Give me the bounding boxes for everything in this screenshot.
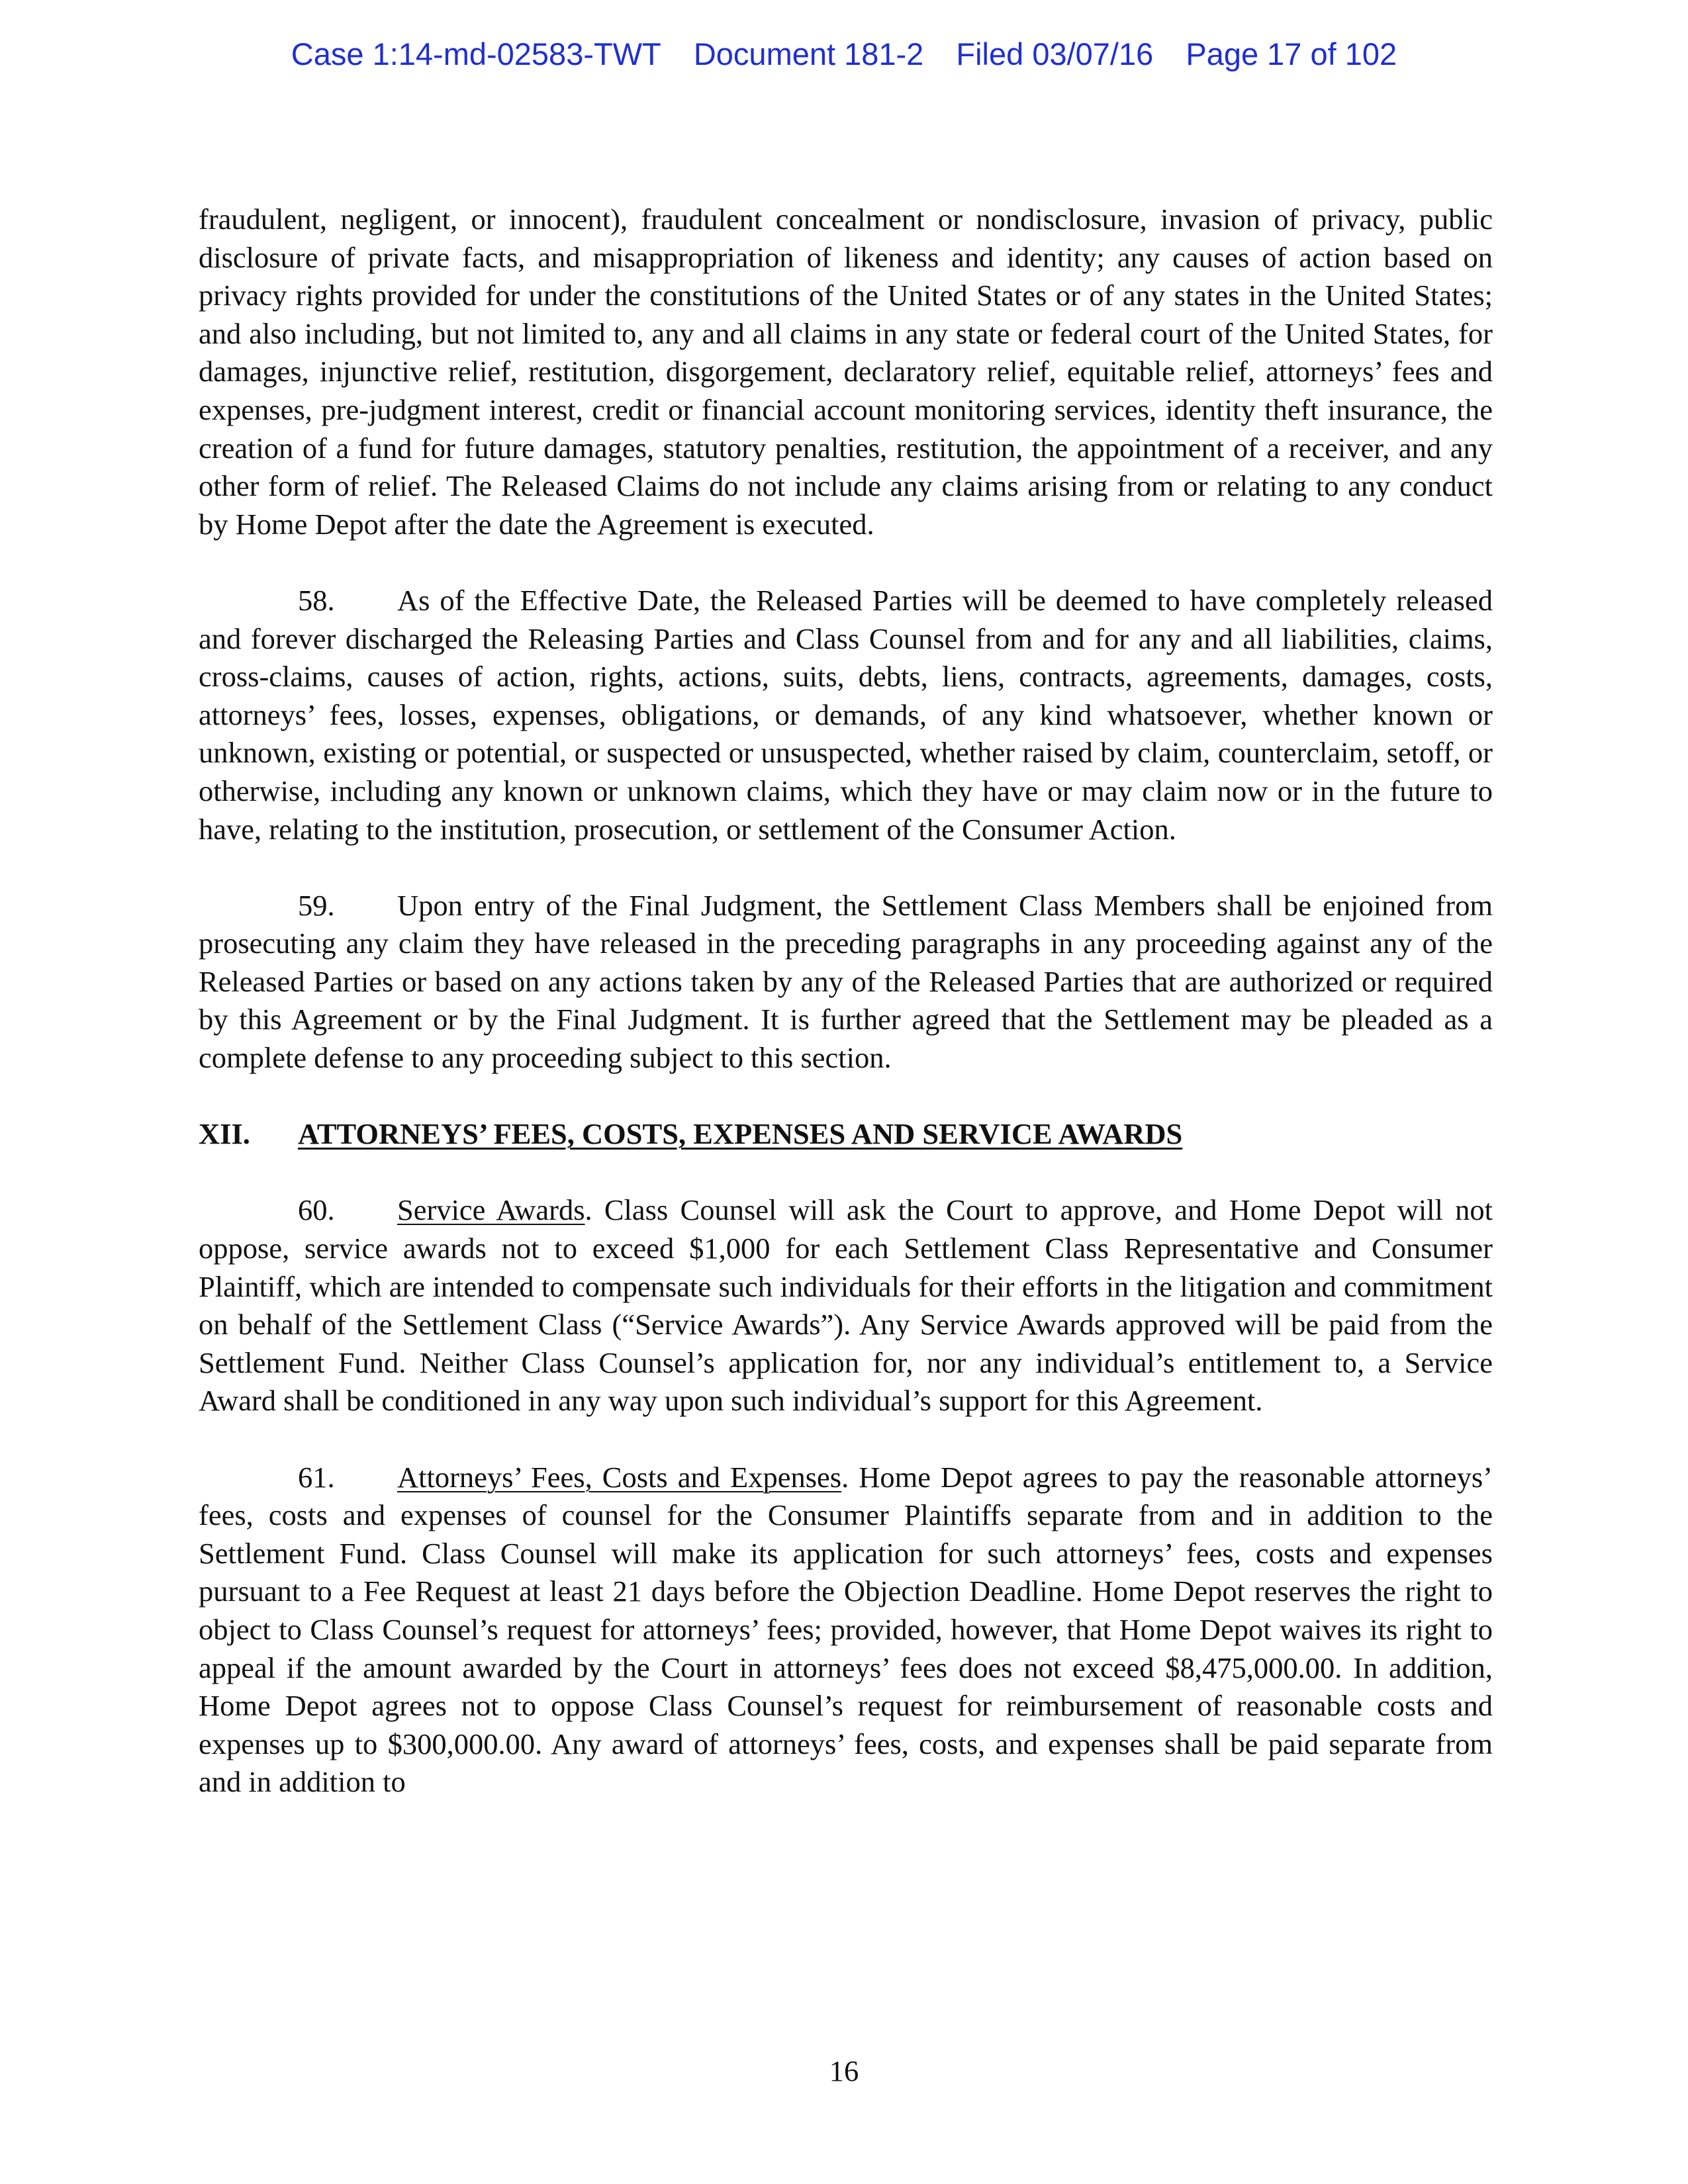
- paragraph-text: . Class Counsel will ask the Court to approve, and Home Depot will not oppose, service awards not to exceed $1,000 for each Settlement Class Representative and Consumer Plaintiff, which are intended to compensate such individuals for their efforts in the litigation and commitment on behalf of the Settlement Class (“Service Awards”). Any Service Awards approved will be paid from the Settlement Fund. Neither Class Counsel’s application for, nor any individual’s entitlement to, a Service Award shall be conditioned in any way upon such individual’s support for this Agreement.: [199, 1193, 1493, 1418]
- paragraph-61: [199, 1459, 1493, 1801]
- paragraph-continued: fraudulent, negligent, or innocent), fraudulent concealment or nondisclosure, invasion of privacy, public disclosure of private facts, and misappropriation of likeness and identity; any causes of action based on privacy rights provided for under the constitutions of the United States or of any states in the United States; and also including, but not limited to, any and all claims in any state or federal court of the United States, for damages, injunctive relief, restitution, disgorgement, declaratory relief, equitable relief, attorneys’ fees and expenses, pre-judgment interest, credit or financial account monitoring services, identity theft insurance, the creation of a fund for future damages, statutory penalties, restitution, the appointment of a receiver, and any other form of relief. The Released Claims do not include any claims arising from or relating to any conduct by Home Depot after the date the Agreement is executed.: [199, 203, 1493, 541]
- paragraph-60: [199, 1191, 1493, 1420]
- page-number: 16: [829, 2054, 859, 2087]
- section-title: ATTORNEYS’ FEES, COSTS, EXPENSES AND SERVICE AWARDS: [298, 1117, 1183, 1151]
- paragraph-text: Upon entry of the Final Judgment, the Settlement Class Members shall be enjoined from prosecuting any claim they have released in the preceding paragraphs in any proceeding against any of the Released Parties or based on any actions taken by any of the Released Parties that are authorized or required by this Agreement or by the Final Judgment. It is further agreed that the Settlement may be pleaded as a complete defense to any proceeding subject to this section.: [199, 888, 1493, 1075]
- section-number: XII.: [199, 1117, 250, 1151]
- paragraph-number: 59.: [298, 888, 335, 922]
- paragraph-heading: Attorneys’ Fees, Costs and Expenses: [397, 1460, 842, 1494]
- document-number: Document 181-2: [693, 36, 924, 71]
- case-number: Case 1:14-md-02583-TWT: [291, 36, 661, 71]
- case-header: [0, 36, 1688, 72]
- paragraph-number: 58.: [298, 583, 335, 617]
- page-of-total: Page 17 of 102: [1186, 36, 1397, 71]
- section-heading: [199, 1115, 1493, 1154]
- paragraph-heading: Service Awards: [397, 1193, 585, 1227]
- document-body: [199, 201, 1493, 1801]
- paragraph-text: As of the Effective Date, the Released Parties will be deemed to have completely released and forever discharged the Releasing Parties and Class Counsel from and for any and all liabilities, claims, cross-claims, causes of action, rights, actions, suits, debts, liens, contracts, agreements, damages, costs, attorneys’ fees, losses, expenses, obligations, or demands, of any kind whatsoever, whether known or unknown, existing or potential, or suspected or unsuspected, whether raised by claim, counterclaim, setoff, or otherwise, including any known or unknown claims, which they have or may claim now or in the future to have, relating to the institution, prosecution, or settlement of the Consumer Action.: [199, 583, 1493, 846]
- paragraph-59: [199, 887, 1493, 1077]
- paragraph-number: 61.: [298, 1460, 335, 1494]
- filed-date: Filed 03/07/16: [956, 36, 1154, 71]
- paragraph-58: [199, 582, 1493, 848]
- paragraph-text: . Home Depot agrees to pay the reasonable attorneys’ fees, costs and expenses of counsel for the Consumer Plaintiffs separate from and in addition to the Settlement Fund. Class Counsel will make its application for such attorneys’ fees, costs and expenses pursuant to a Fee Request at least 21 days before the Objection Deadline. Home Depot reserves the right to object to Class Counsel’s request for attorneys’ fees; provided, however, that Home Depot waives its right to appeal if the amount awarded by the Court in attorneys’ fees does not exceed $8,475,000.00. In addition, Home Depot agrees not to oppose Class Counsel’s request for reimbursement of reasonable costs and expenses up to $300,000.00. Any award of attorneys’ fees, costs, and expenses shall be paid separate from and in addition to: [199, 1460, 1493, 1799]
- paragraph-number: 60.: [298, 1193, 335, 1227]
